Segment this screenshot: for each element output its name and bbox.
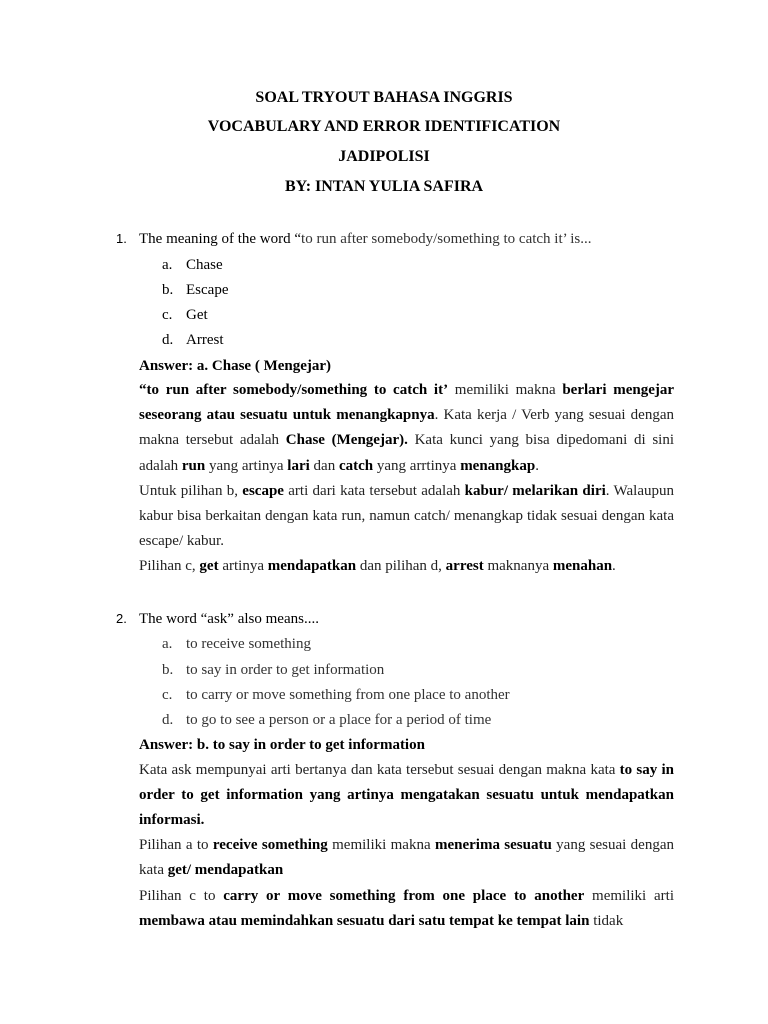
option-text: to go to see a person or a place for a period of time: [186, 712, 492, 728]
question-2-option-c: [162, 686, 510, 704]
question-2-explanation-1: [139, 758, 674, 834]
text: tidak: [589, 913, 624, 930]
text: Pilihan c to: [139, 888, 224, 904]
text: . Kata kerja / Verb yang sesuai dengan makna tersebut adalah: [139, 407, 674, 449]
option-letter: a.: [162, 257, 173, 273]
text-bold: kabur/ melarikan diri: [464, 483, 606, 499]
text: . Walaupun kabur bisa berkaitan dengan kata run, namun catch/ menangkap tidak sesuai dengan kata escape/ kabur.: [139, 483, 674, 550]
doc-subtitle: VOCABULARY AND ERROR IDENTIFICATION: [207, 118, 561, 135]
text: Untuk pilihan b,: [139, 483, 243, 499]
text: .: [535, 457, 539, 474]
option-letter: b.: [162, 282, 174, 298]
option-letter: b.: [162, 662, 174, 678]
text: memiliki makna: [448, 382, 563, 398]
option-letter: a.: [162, 636, 173, 652]
doc-author: BY: INTAN YULIA SAFIRA: [284, 178, 484, 195]
text-bold: menerima sesuatu: [434, 837, 552, 853]
text-bold: mendapatkan: [267, 558, 357, 574]
question-1-text: [139, 230, 592, 248]
text: Pilihan c,: [139, 558, 200, 574]
text: dan: [309, 457, 339, 474]
question-1-explanation-3: [139, 554, 674, 579]
text-bold: membawa atau memindahkan sesuatu dari satu tempat ke tempat lain: [139, 913, 590, 930]
option-letter: c.: [162, 687, 173, 703]
question-1-answer: Answer: a. Chase ( Mengejar): [139, 358, 332, 374]
option-text: Get: [186, 307, 208, 323]
text: arti dari kata tersebut adalah: [283, 483, 465, 499]
question-1-number: 1.: [116, 231, 127, 246]
option-text: Arrest: [186, 332, 224, 348]
doc-title: SOAL TRYOUT BAHASA INGGRIS: [255, 89, 513, 106]
option-letter: d.: [162, 332, 174, 348]
question-2-text: The word “ask” also means....: [139, 611, 319, 627]
option-text: to say in order to get information: [186, 662, 385, 678]
option-letter: d.: [162, 712, 174, 728]
text-bold: Chase (Mengejar).: [285, 432, 408, 449]
question-1-prefix: The meaning of the word “: [139, 231, 302, 247]
question-2-option-b: [162, 661, 384, 679]
text-bold: run: [181, 457, 206, 474]
text: maknanya: [483, 558, 553, 574]
text: Pilihan a to: [139, 837, 213, 853]
text-bold: get/ mendapatkan: [167, 862, 284, 879]
question-1-option-a: [162, 256, 223, 274]
text: Kata ask mempunyai arti bertanya dan kata tersebut sesuai dengan makna kata: [139, 762, 620, 778]
text-bold: menangkap: [460, 457, 536, 474]
question-2-number: 2.: [116, 611, 127, 626]
text-bold: lari: [287, 457, 310, 474]
question-1-explanation-1: [139, 378, 674, 479]
question-2-answer: Answer: b. to say in order to get information: [139, 737, 425, 753]
text: Kata kunci yang bisa dipedomani di sini adalah: [139, 432, 675, 474]
text-bold: menahan: [552, 558, 613, 574]
question-2-explanation-2: [139, 833, 674, 883]
text: .: [612, 558, 616, 574]
text-bold: catch: [338, 457, 374, 474]
question-1-rest: to run after somebody/something to catch it’ is...: [301, 231, 592, 247]
option-text: to receive something: [186, 636, 311, 652]
question-1-explanation-2: [139, 479, 674, 555]
text: memiliki makna: [327, 837, 435, 853]
text: dan pilihan d,: [356, 558, 446, 574]
option-text: Escape: [186, 282, 229, 298]
doc-source: JADIPOLISI: [338, 148, 430, 165]
text: yang sesuai dengan kata: [139, 837, 674, 879]
text: yang arrtinya: [373, 457, 461, 474]
question-2-option-a: [162, 635, 311, 653]
text-bold: escape: [242, 483, 284, 499]
text: memiliki arti: [584, 888, 675, 904]
option-letter: c.: [162, 307, 173, 323]
question-1-option-b: [162, 281, 228, 299]
text-bold: “to run after somebody/something to catch it’: [139, 382, 449, 398]
question-2-explanation-3: [139, 884, 674, 934]
text-bold: carry or move something from one place to another: [223, 888, 585, 904]
option-text: to carry or move something from one place to another: [186, 687, 510, 703]
option-text: Chase: [186, 257, 223, 273]
question-1-option-c: [162, 306, 208, 324]
text: yang artinya: [205, 457, 288, 474]
text-bold: arrest: [445, 558, 484, 574]
text: artinya: [218, 558, 268, 574]
text-bold: receive something: [212, 837, 328, 853]
question-1-option-d: [162, 331, 224, 349]
text-bold: get: [199, 558, 219, 574]
question-2-option-d: [162, 711, 491, 729]
text-bold: berlari mengejar seseorang atau sesuatu untuk menangkapnya: [139, 382, 675, 424]
text-bold: to say in order to get information yang artinya mengatakan sesuatu untuk mendapatkan informasi.: [139, 762, 674, 829]
